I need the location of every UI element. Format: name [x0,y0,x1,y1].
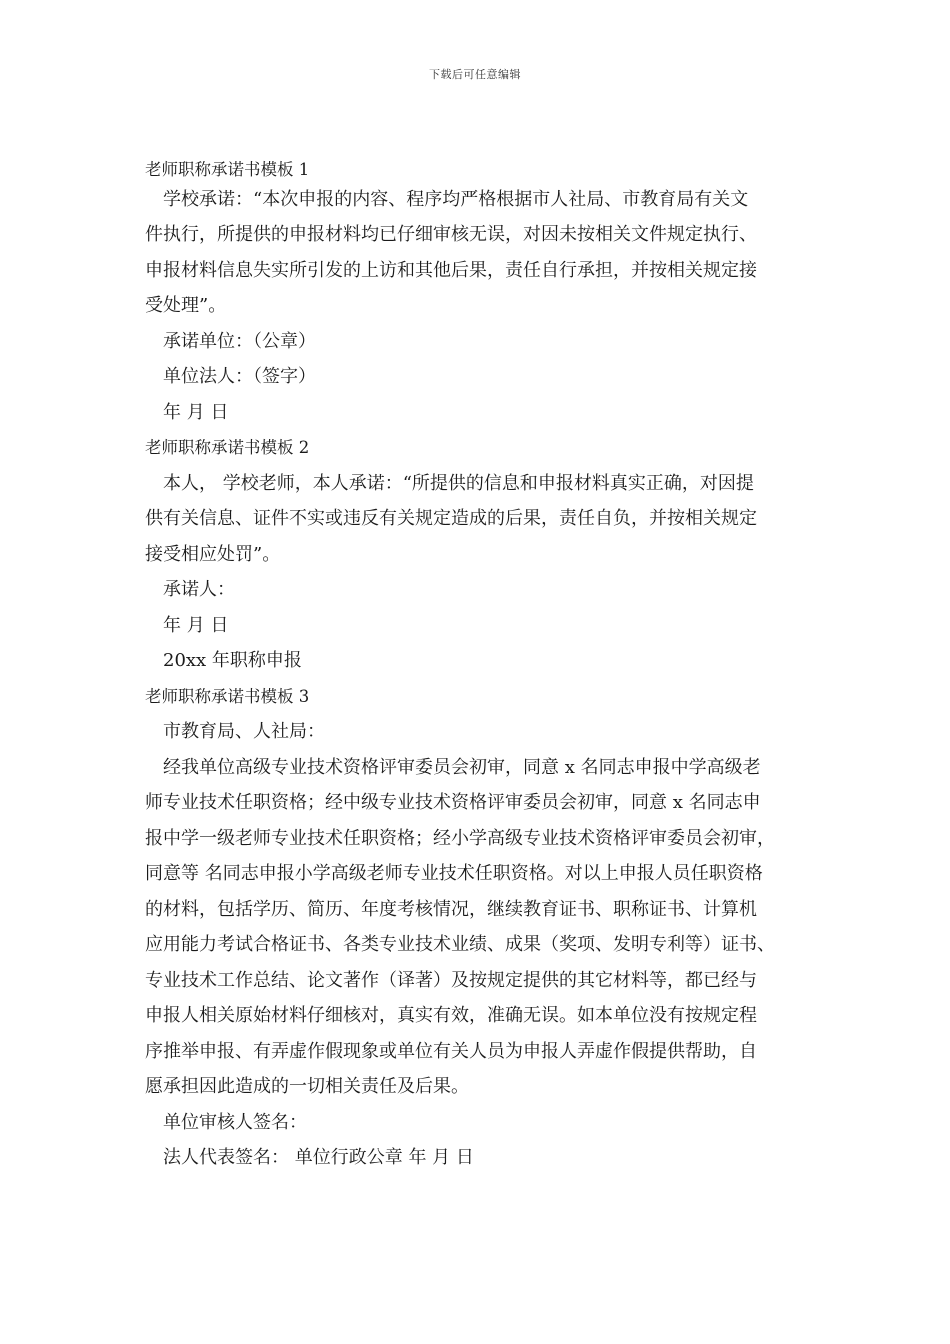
template3-title: 老师职称承诺书模板 3 [145,686,310,706]
template1-legal: 单位法人：（签字） [163,366,316,387]
template2-date: 年 月 日 [163,614,229,636]
template2-body-line: 本人， 学校老师，本人承诺：“所提供的信息和申报材料真实正确，对因提 [163,472,754,494]
template1-body-line: 学校承诺：“本次申报的内容、程序均严格根据市人社局、市教育局有关文 [163,188,749,210]
template3-body-line: 愿承担因此造成的一切相关责任及后果。 [145,1076,469,1097]
template3-body-line: 报中学一级老师专业技术任职资格；经小学高级专业技术资格评审委员会初审， [145,827,775,849]
template2-title: 老师职称承诺书模板 2 [145,438,310,457]
template1-body-line: 件执行，所提供的申报材料均已仔细审核无误，对因未按相关文件规定执行、 [145,224,757,245]
template3-body-line: 应用能力考试合格证书、各类专业技术业绩、成果（奖项、发明专利等）证书、 [145,934,775,955]
template3-body-line: 同意等 名同志申报小学高级老师专业技术任职资格。对以上申报人员任职资格 [145,863,763,884]
template3-reviewer: 单位审核人签名： [163,1111,307,1133]
template3-addressee: 市教育局、人社局： [163,721,325,742]
template1-body [145,188,820,319]
template1-unit: 承诺单位：（公章） [163,330,316,352]
template3-body-line: 经我单位高级专业技术资格评审委员会初审，同意 x 名同志申报中学高级老 [163,756,761,778]
template3-signature: 法人代表签名： 单位行政公章 年 月 日 [163,1147,474,1168]
template1-body-line: 受处理”。 [145,295,227,316]
template2-note: 20xx 年职称申报 [163,650,302,671]
template1-title: 老师职称承诺书模板 1 [145,160,310,179]
template2-body-line: 供有关信息、证件不实或违反有关规定造成的后果，责任自负，并按相关规定 [145,508,757,529]
template2-signer: 承诺人： [163,579,235,600]
page-header: 下载后可任意编辑 [429,68,521,81]
template3-body-line: 专业技术工作总结、论文著作（译著）及按规定提供的其它材料等，都已经与 [145,969,757,991]
template2-body-line: 接受相应处罚”。 [145,543,281,565]
template3-body-line: 师专业技术任职资格；经中级专业技术资格评审委员会初审，同意 x 名同志申 [145,792,761,813]
document-body [145,158,820,1182]
template3-body-line: 序推举申报、有弄虚作假现象或单位有关人员为申报人弄虚作假提供帮助，自 [145,1040,757,1062]
template3-body-line: 的材料，包括学历、简历、年度考核情况，继续教育证书、职称证书、计算机 [145,898,757,920]
template1-body-line: 申报材料信息失实所引发的上访和其他后果，责任自行承担，并按相关规定接 [145,259,757,281]
template1-date: 年 月 日 [163,401,229,423]
template3-body-line: 申报人相关原始材料仔细核对，真实有效，准确无误。如本单位没有按规定程 [145,1005,757,1026]
